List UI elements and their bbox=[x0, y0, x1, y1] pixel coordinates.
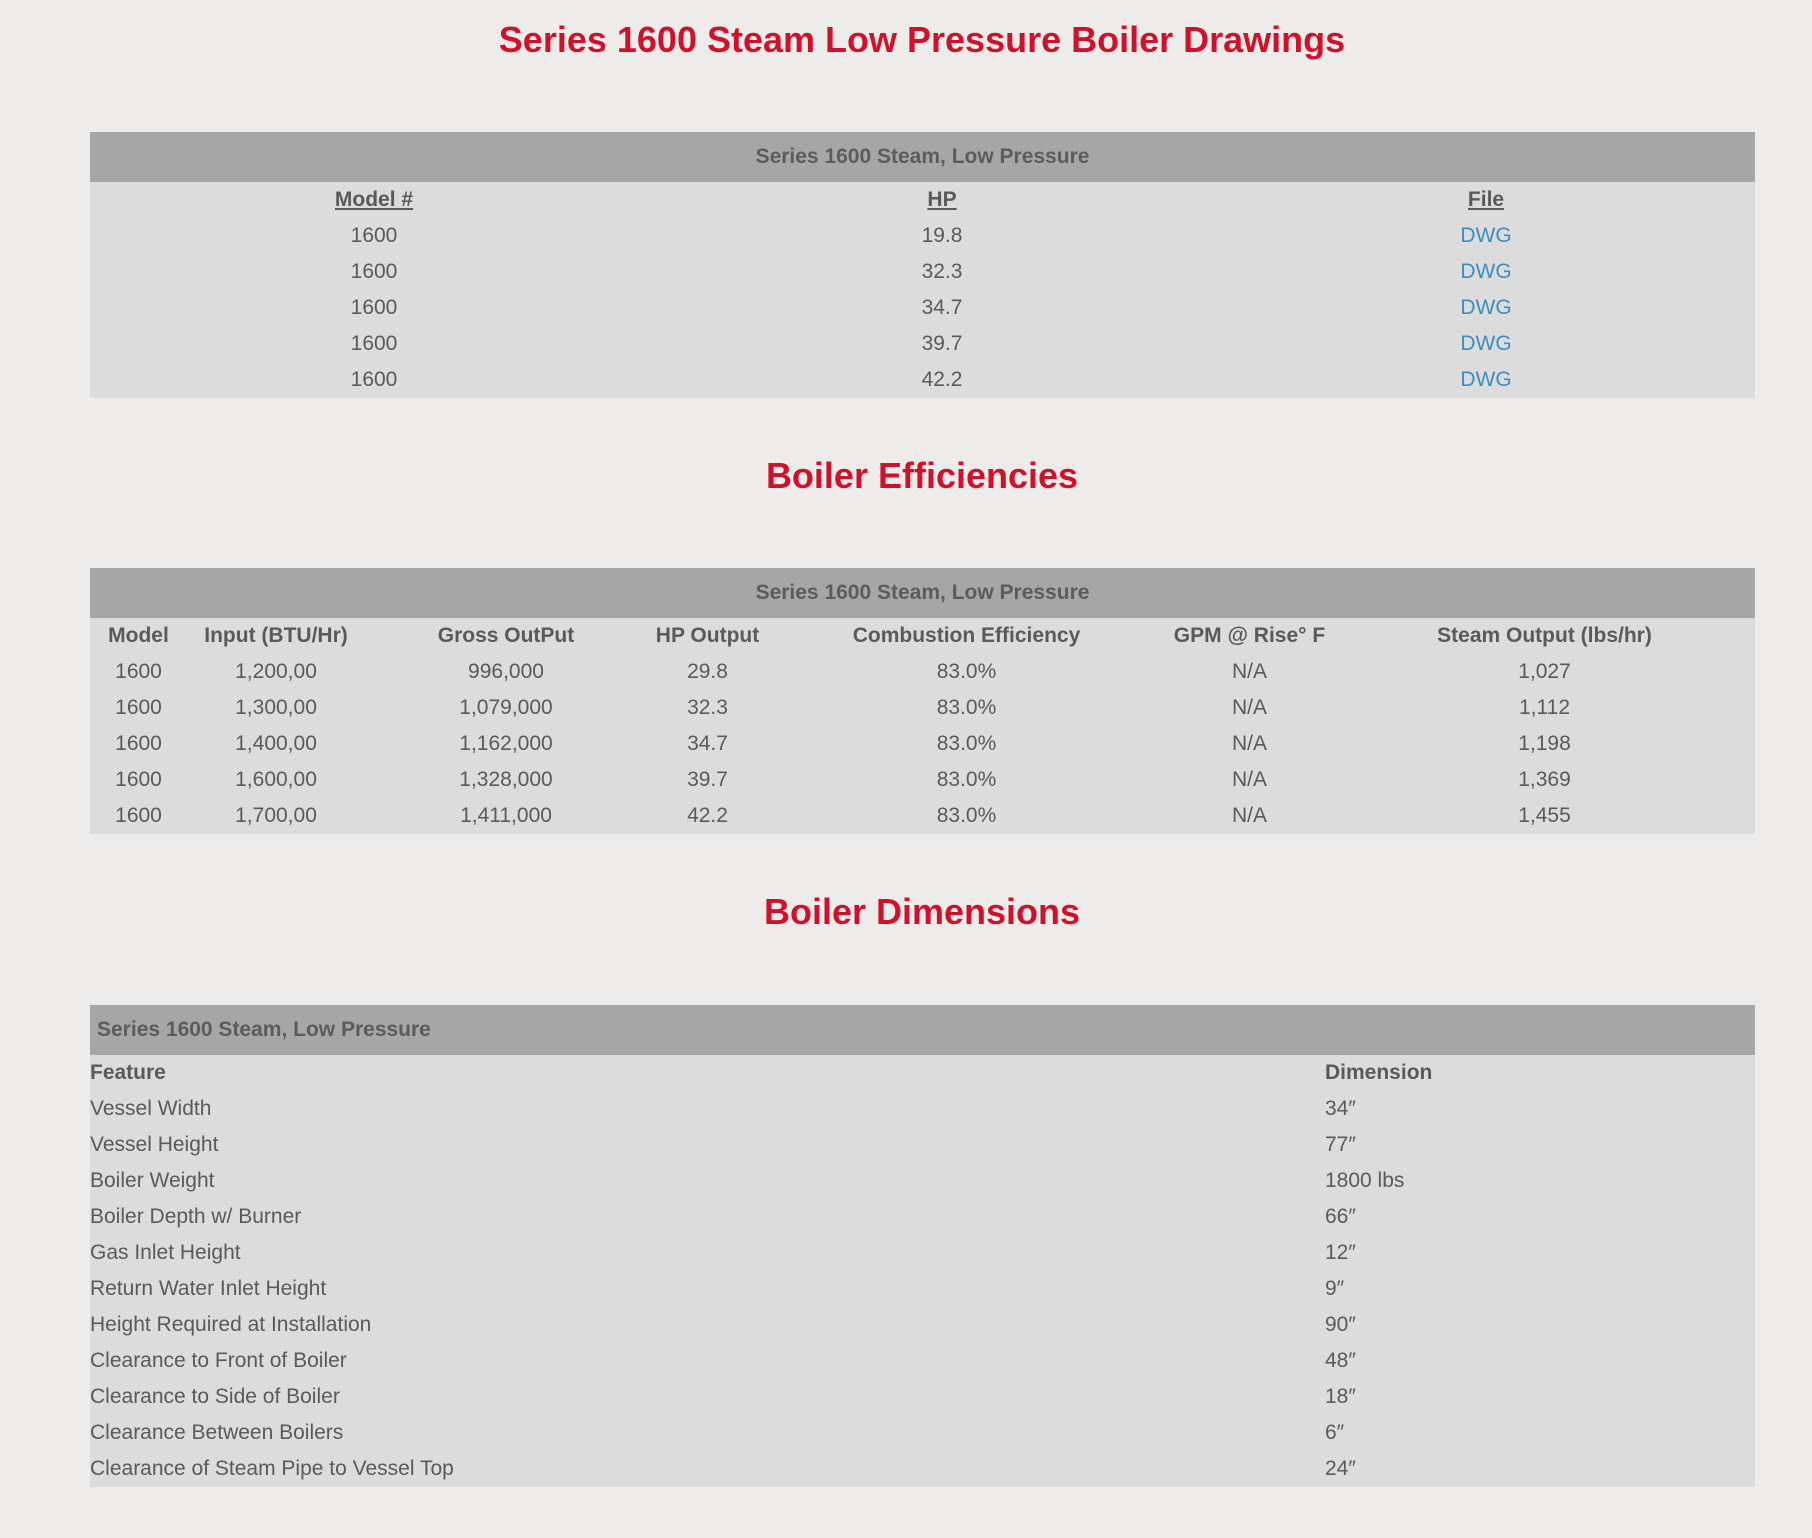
feature-cell: Height Required at Installation bbox=[90, 1313, 372, 1336]
gpm-cell: N/A bbox=[1231, 732, 1267, 755]
drawings-table-caption: Series 1600 Steam, Low Pressure bbox=[90, 132, 1755, 182]
efficiencies-title: Boiler Efficiencies bbox=[765, 455, 1079, 496]
efficiency-cell: 83.0% bbox=[936, 768, 997, 791]
dimension-cell: 48″ bbox=[1325, 1349, 1356, 1372]
hp-cell: 39.7 bbox=[921, 332, 963, 355]
dwg-link[interactable]: DWG bbox=[1460, 224, 1512, 247]
model-cell: 1600 bbox=[115, 660, 162, 683]
dimensions-table-caption: Series 1600 Steam, Low Pressure bbox=[90, 1005, 1755, 1055]
dimensions-title: Boiler Dimensions bbox=[763, 891, 1081, 932]
dimension-cell: 34″ bbox=[1325, 1097, 1356, 1120]
header-hp-output: HP Output bbox=[655, 624, 760, 647]
model-cell: 1600 bbox=[115, 768, 162, 791]
hp-output-cell: 42.2 bbox=[687, 804, 728, 827]
table-row bbox=[90, 798, 1755, 834]
input-cell: 1,400,00 bbox=[235, 732, 317, 755]
efficiencies-table-caption: Series 1600 Steam, Low Pressure bbox=[90, 568, 1755, 618]
steam-output-cell: 1,455 bbox=[1518, 804, 1571, 827]
table-row bbox=[90, 254, 1755, 290]
efficiencies-table bbox=[90, 568, 1755, 834]
feature-cell: Clearance to Front of Boiler bbox=[90, 1349, 347, 1372]
model-cell: 1600 bbox=[350, 296, 398, 319]
feature-cell: Vessel Width bbox=[90, 1097, 212, 1120]
hp-output-cell: 39.7 bbox=[687, 768, 728, 791]
input-cell: 1,300,00 bbox=[235, 696, 317, 719]
table-row bbox=[90, 1307, 1755, 1343]
hp-output-cell: 32.3 bbox=[687, 696, 728, 719]
drawings-table bbox=[90, 132, 1755, 398]
dimension-cell: 12″ bbox=[1325, 1241, 1356, 1264]
dimension-cell: 77″ bbox=[1325, 1133, 1356, 1156]
table-row bbox=[90, 1379, 1755, 1415]
feature-cell: Clearance Between Boilers bbox=[90, 1421, 344, 1444]
table-row bbox=[90, 1127, 1755, 1163]
hp-cell: 34.7 bbox=[921, 296, 963, 319]
dimension-cell: 18″ bbox=[1325, 1385, 1356, 1408]
input-cell: 1,200,00 bbox=[235, 660, 317, 683]
table-row bbox=[90, 654, 1755, 690]
efficiency-cell: 83.0% bbox=[936, 732, 997, 755]
header-gpm: GPM @ Rise° F bbox=[1173, 624, 1326, 647]
gross-output-cell: 1,411,000 bbox=[460, 804, 552, 827]
steam-output-cell: 1,369 bbox=[1518, 768, 1571, 791]
feature-cell: Return Water Inlet Height bbox=[90, 1277, 327, 1300]
dimensions-header-row bbox=[90, 1055, 1755, 1091]
steam-output-cell: 1,112 bbox=[1519, 696, 1570, 719]
model-cell: 1600 bbox=[350, 332, 398, 355]
gpm-cell: N/A bbox=[1231, 768, 1267, 791]
feature-cell: Clearance to Side of Boiler bbox=[90, 1385, 340, 1408]
dimension-cell: 90″ bbox=[1325, 1313, 1356, 1336]
table-row bbox=[90, 1091, 1755, 1127]
header-model: Model bbox=[108, 624, 169, 647]
drawings-title: Series 1600 Steam Low Pressure Boiler Drawings bbox=[498, 19, 1346, 60]
hp-output-cell: 29.8 bbox=[687, 660, 728, 683]
model-cell: 1600 bbox=[350, 224, 398, 247]
steam-output-cell: 1,027 bbox=[1518, 660, 1571, 683]
dimension-cell: 24″ bbox=[1325, 1457, 1356, 1480]
dimension-cell: 66″ bbox=[1325, 1205, 1356, 1228]
dimensions-table bbox=[90, 1005, 1755, 1487]
table-row bbox=[90, 362, 1755, 398]
model-cell: 1600 bbox=[115, 696, 162, 719]
feature-cell: Vessel Height bbox=[90, 1133, 219, 1156]
table-row bbox=[90, 1271, 1755, 1307]
input-cell: 1,600,00 bbox=[235, 768, 317, 791]
table-row bbox=[90, 1163, 1755, 1199]
gpm-cell: N/A bbox=[1231, 804, 1267, 827]
header-model: Model # bbox=[334, 188, 414, 211]
header-steam-output: Steam Output (lbs/hr) bbox=[1437, 624, 1652, 647]
gross-output-cell: 996,000 bbox=[468, 660, 544, 683]
table-row bbox=[90, 1235, 1755, 1271]
dimension-cell: 6″ bbox=[1325, 1421, 1345, 1444]
table-row bbox=[90, 762, 1755, 798]
table-row bbox=[90, 690, 1755, 726]
dwg-link[interactable]: DWG bbox=[1460, 296, 1512, 319]
feature-cell: Boiler Depth w/ Burner bbox=[90, 1205, 302, 1228]
feature-cell: Boiler Weight bbox=[90, 1169, 215, 1192]
dwg-link[interactable]: DWG bbox=[1460, 332, 1512, 355]
table-row bbox=[90, 1199, 1755, 1235]
dimension-cell: 1800 lbs bbox=[1325, 1169, 1405, 1192]
table-row bbox=[90, 1451, 1755, 1487]
gross-output-cell: 1,162,000 bbox=[459, 732, 553, 755]
table-row bbox=[90, 218, 1755, 254]
model-cell: 1600 bbox=[350, 368, 398, 391]
efficiencies-header-row bbox=[90, 618, 1755, 654]
table-row bbox=[90, 290, 1755, 326]
header-file: File bbox=[1467, 188, 1505, 211]
gross-output-cell: 1,328,000 bbox=[459, 768, 553, 791]
table-row bbox=[90, 1415, 1755, 1451]
header-combustion-efficiency: Combustion Efficiency bbox=[852, 624, 1081, 647]
hp-cell: 19.8 bbox=[921, 224, 963, 247]
header-feature: Feature bbox=[90, 1061, 166, 1084]
table-row bbox=[90, 326, 1755, 362]
feature-cell: Clearance of Steam Pipe to Vessel Top bbox=[90, 1457, 454, 1480]
table-row bbox=[90, 1343, 1755, 1379]
steam-output-cell: 1,198 bbox=[1518, 732, 1571, 755]
model-cell: 1600 bbox=[115, 732, 162, 755]
dimension-cell: 9″ bbox=[1325, 1277, 1345, 1300]
hp-output-cell: 34.7 bbox=[687, 732, 728, 755]
efficiency-cell: 83.0% bbox=[936, 804, 997, 827]
hp-cell: 32.3 bbox=[921, 260, 963, 283]
dwg-link[interactable]: DWG bbox=[1460, 368, 1512, 391]
efficiency-cell: 83.0% bbox=[936, 660, 997, 683]
efficiency-cell: 83.0% bbox=[936, 696, 997, 719]
header-dimension: Dimension bbox=[1325, 1061, 1433, 1084]
model-cell: 1600 bbox=[350, 260, 398, 283]
header-hp: HP bbox=[927, 188, 957, 211]
drawings-header-row bbox=[90, 182, 1755, 218]
header-input: Input (BTU/Hr) bbox=[204, 624, 348, 647]
feature-cell: Gas Inlet Height bbox=[90, 1241, 241, 1264]
gpm-cell: N/A bbox=[1231, 660, 1267, 683]
gross-output-cell: 1,079,000 bbox=[459, 696, 553, 719]
gpm-cell: N/A bbox=[1231, 696, 1267, 719]
input-cell: 1,700,00 bbox=[235, 804, 317, 827]
table-row bbox=[90, 726, 1755, 762]
dwg-link[interactable]: DWG bbox=[1460, 260, 1512, 283]
hp-cell: 42.2 bbox=[921, 368, 963, 391]
header-gross-output: Gross OutPut bbox=[437, 624, 575, 647]
model-cell: 1600 bbox=[115, 804, 162, 827]
